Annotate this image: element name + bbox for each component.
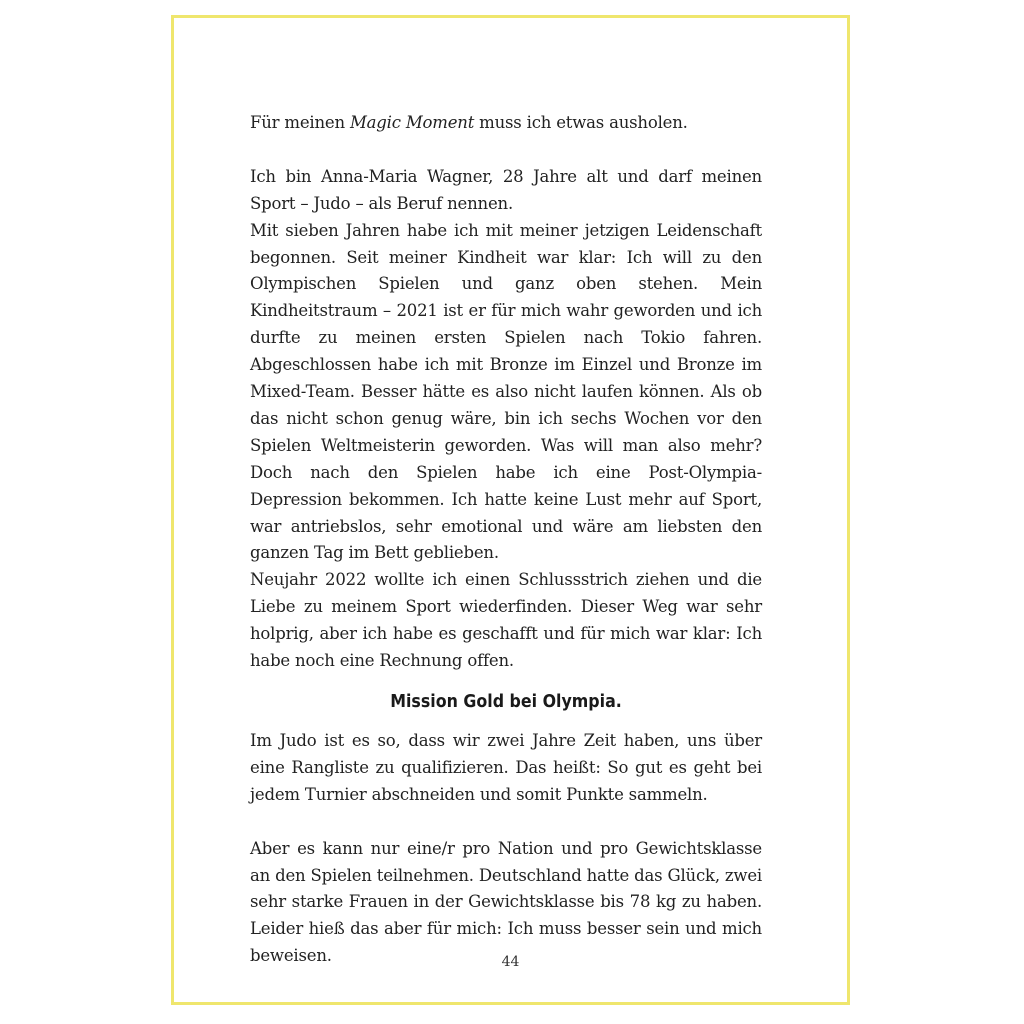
paragraph-4: Im Judo ist es so, dass wir zwei Jahre Zeit haben, uns über eine Rangliste zu qualifizieren. Das heißt: So gut es geht bei jedem Turnier abschneiden und somit Punkte sammeln. xyxy=(250,731,762,804)
paragraph-3: Neujahr 2022 wollte ich einen Schlussstrich ziehen und die Liebe zu meinem Sport wiederfinden. Dieser Weg war sehr holprig, aber ich habe es geschafft und für mich war klar: Ich habe noch eine Rechnung offen. xyxy=(250,570,762,671)
intro-text-after: muss ich etwas ausholen. xyxy=(474,113,688,132)
intro-line xyxy=(250,110,762,137)
paragraph-1: Ich bin Anna-Maria Wagner, 28 Jahre alt und darf meinen Sport – Judo – als Beruf nennen. xyxy=(250,166,762,213)
paragraph-gap xyxy=(250,809,762,836)
paragraph-gap xyxy=(250,137,762,164)
page-number: 44 xyxy=(501,954,520,970)
paragraph-5: Aber es kann nur eine/r pro Nation und pro Gewichtsklasse an den Spielen teilnehmen. Deutschland hatte das Glück, zwei sehr starke Frauen in der Gewichtsklasse bis 78 kg zu haben. Leider hieß das aber für mich: Ich muss besser sein und mich beweisen. xyxy=(250,838,762,966)
book-page xyxy=(171,15,850,1005)
paragraph-2: Mit sieben Jahren habe ich mit meiner jetzigen Leidenschaft begonnen. Seit meiner Kindheit war klar: Ich will zu den Olympischen Spielen und ganz oben stehen. Mein Kindheitstraum – 2021 ist er für mich wahr geworden und ich durfte zu meinen ersten Spielen nach Tokio fahren. Abgeschlossen habe ich mit Bronze im Einzel und Bronze im Mixed-Team. Besser hätte es also nicht laufen können. Als ob das nicht schon genug wäre, bin ich sechs Wochen vor den Spielen Weltmeisterin geworden. Was will man also mehr? Doch nach den Spielen habe ich eine Post-Olympia-Depression bekommen. Ich hatte keine Lust mehr auf Sport, war antriebslos, sehr emotional und wäre am liebsten den ganzen Tag im Bett geblieben. xyxy=(250,220,762,563)
intro-text-before: Für meinen xyxy=(250,113,350,132)
section-heading: Mission Gold bei Olympia. xyxy=(390,691,622,713)
page-content xyxy=(250,110,762,970)
intro-emphasis: Magic Moment xyxy=(349,113,475,132)
